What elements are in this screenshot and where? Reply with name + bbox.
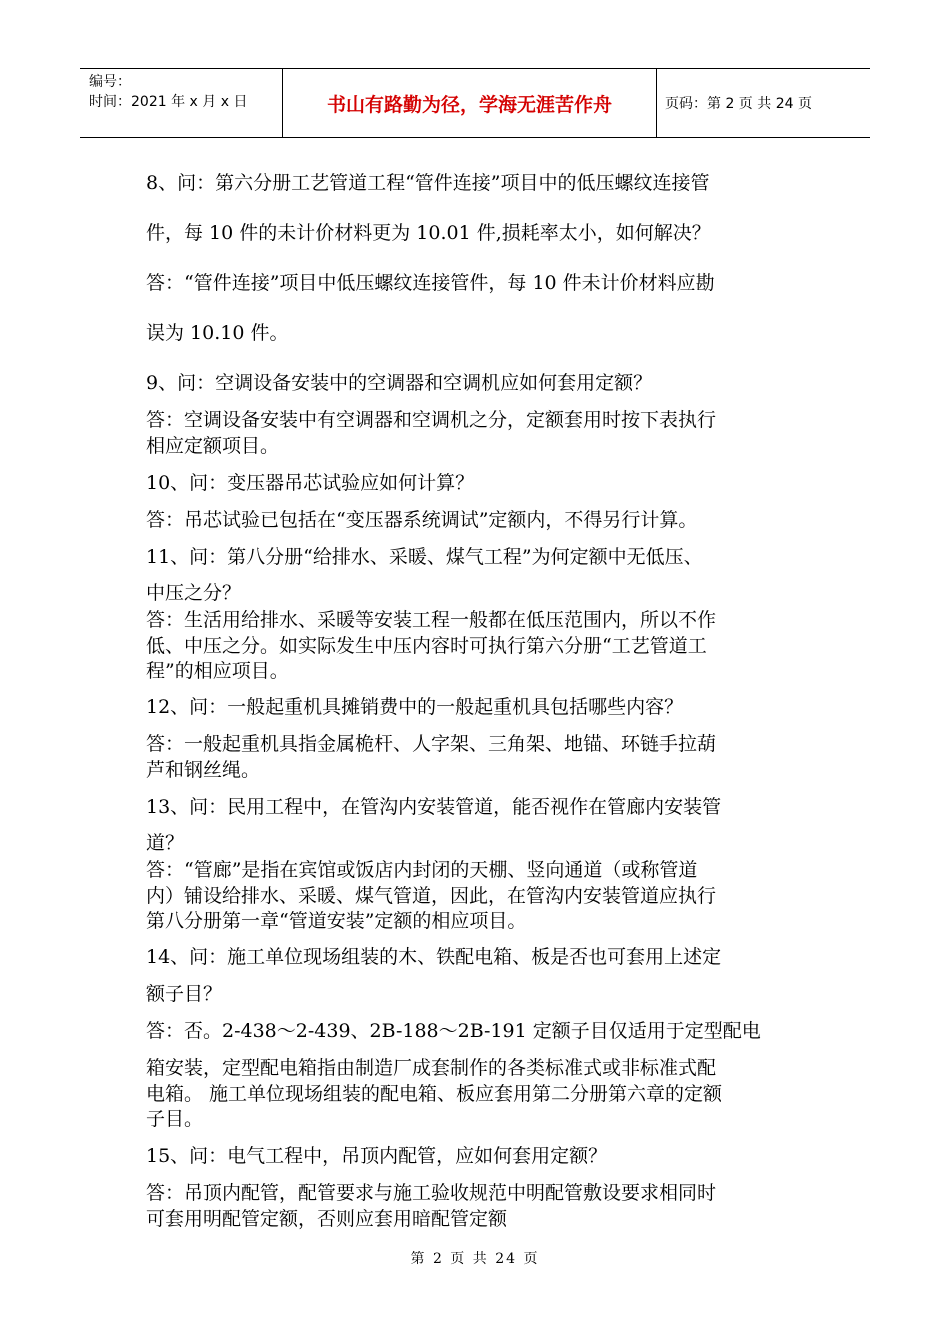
text-line: 电箱。 施工单位现场组装的配电箱、板应套用第二分册第六章的定额 bbox=[146, 1083, 723, 1105]
header-motto: 书山有路勤为径，学海无涯苦作舟 bbox=[283, 69, 657, 137]
serial-label: 编号： bbox=[89, 74, 131, 90]
text-line: 答：空调设备安装中有空调器和空调机之分，定额套用时按下表执行 bbox=[146, 409, 717, 431]
text-line: 8、问：第六分册工艺管道工程“管件连接”项目中的低压螺纹连接管 bbox=[146, 172, 710, 194]
date-line: 时间：2021 年 x 月 x 日 bbox=[89, 94, 248, 110]
text-line: 低、中压之分。如实际发生中压内容时可执行第六分册“工艺管道工 bbox=[146, 635, 707, 657]
text-line: 可套用明配管定额，否则应套用暗配管定额 bbox=[146, 1208, 508, 1230]
text-line: 相应定额项目。 bbox=[146, 435, 280, 457]
text-line: 答：“管廊”是指在宾馆或饭店内封闭的天棚、竖向通道（或称管道 bbox=[146, 859, 698, 881]
text-line: 答：吊顶内配管，配管要求与施工验收规范中明配管敷设要求相同时 bbox=[146, 1182, 717, 1204]
text-line: 额子目？ bbox=[146, 983, 223, 1005]
text-line: 中压之分？ bbox=[146, 582, 242, 604]
text-line: 芦和钢丝绳。 bbox=[146, 759, 261, 781]
text-line: 15、问：电气工程中，吊顶内配管，应如何套用定额？ bbox=[146, 1145, 608, 1167]
text-line: 11、问：第八分册“给排水、采暖、煤气工程”为何定额中无低压、 bbox=[146, 546, 703, 568]
text-line: 第八分册第一章“管道安装”定额的相应项目。 bbox=[146, 910, 527, 932]
header-meta bbox=[80, 69, 283, 137]
text-line: 12、问：一般起重机具摊销费中的一般起重机具包括哪些内容？ bbox=[146, 696, 684, 718]
page-header bbox=[80, 68, 870, 138]
text-line: 内）铺设给排水、采暖、煤气管道，因此，在管沟内安装管道应执行 bbox=[146, 885, 717, 907]
text-line: 误为 10.10 件。 bbox=[146, 322, 289, 344]
text-line: 子目。 bbox=[146, 1108, 204, 1130]
text-line: 10、问：变压器吊芯试验应如何计算？ bbox=[146, 472, 475, 494]
text-line: 答：生活用给排水、采暖等安装工程一般都在低压范围内，所以不作 bbox=[146, 609, 717, 631]
text-line: 13、问：民用工程中，在管沟内安装管道，能否视作在管廊内安装管 bbox=[146, 796, 722, 818]
text-line: 道？ bbox=[146, 832, 185, 854]
text-line: 答：否。2-438～2-439、2B-188～2B-191 定额子目仅适用于定型配电 bbox=[146, 1020, 761, 1042]
text-line: 箱安装，定型配电箱指由制造厂成套制作的各类标准式或非标准式配 bbox=[146, 1057, 717, 1079]
text-line: 答：吊芯试验已包括在“变压器系统调试”定额内，不得另行计算。 bbox=[146, 509, 698, 531]
page-footer: 第 2 页 共 24 页 bbox=[410, 1251, 540, 1267]
text-line: 9、问：空调设备安装中的空调器和空调机应如何套用定额？ bbox=[146, 372, 653, 394]
text-line: 程”的相应项目。 bbox=[146, 660, 289, 682]
text-line: 答：一般起重机具指金属桅杆、人字架、三角架、地锚、环链手拉葫 bbox=[146, 733, 717, 755]
text-line: 14、问：施工单位现场组装的木、铁配电箱、板是否也可套用上述定 bbox=[146, 946, 722, 968]
header-page-info: 页码：第 2 页 共 24 页 bbox=[665, 96, 812, 112]
text-line: 件，每 10 件的未计价材料更为 10.01 件,损耗率太小，如何解决？ bbox=[146, 222, 711, 244]
text-line: 答：“管件连接”项目中低压螺纹连接管件，每 10 件未计价材料应勘 bbox=[146, 272, 715, 294]
